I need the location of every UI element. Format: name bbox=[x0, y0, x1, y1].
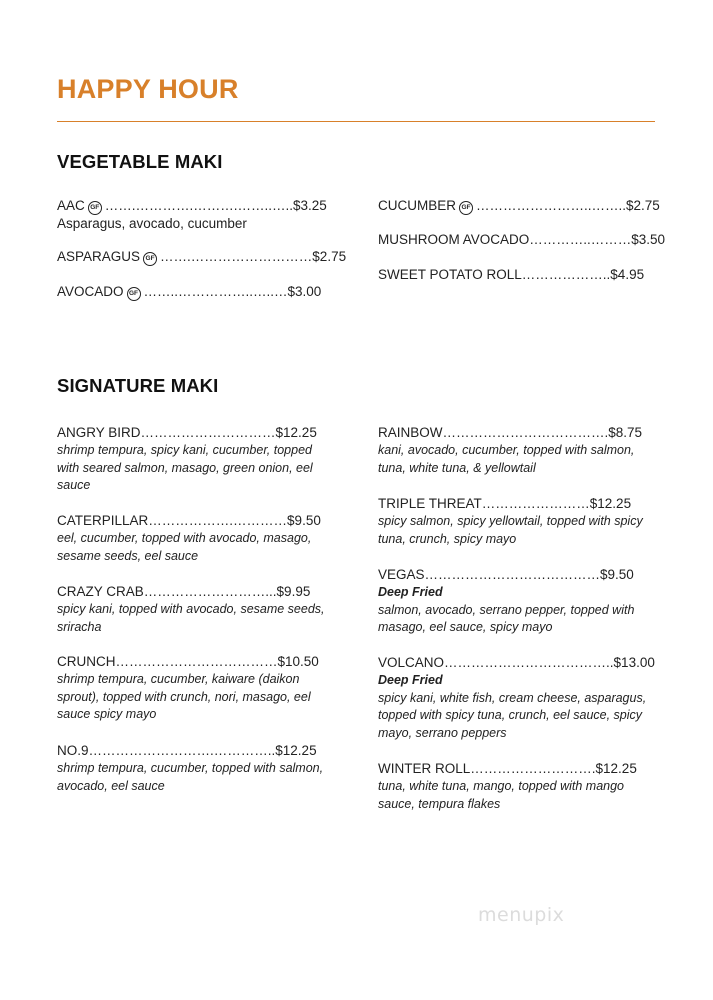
dot-leader: …….………….……….……..….. bbox=[104, 198, 294, 213]
item-description-line: shrimp tempura, spicy kani, cucumber, topped bbox=[57, 443, 312, 457]
dot-leader: …………..……… bbox=[529, 232, 632, 247]
item-price: $12.25 bbox=[595, 761, 637, 776]
menu-item-crazy-crab bbox=[57, 583, 347, 636]
item-name: SWEET POTATO ROLL bbox=[378, 267, 522, 282]
menu-item-asparagus bbox=[57, 248, 347, 266]
item-description-line: with seared salmon, masago, green onion, eel bbox=[57, 460, 313, 475]
menu-item-aac bbox=[57, 197, 347, 233]
item-name: NO.9 bbox=[57, 743, 89, 758]
dot-leader: ………………………………… bbox=[424, 567, 601, 582]
menu-item-triple-threat bbox=[378, 495, 668, 548]
dot-leader: ……………………….………….. bbox=[88, 743, 276, 758]
page-title: HAPPY HOUR bbox=[57, 74, 239, 104]
item-price: $10.50 bbox=[277, 654, 319, 669]
item-name: ANGRY BIRD bbox=[57, 425, 141, 440]
dot-leader: ……..……………..…..… bbox=[143, 284, 288, 299]
menu-item-avocado bbox=[57, 283, 347, 301]
item-price: $13.00 bbox=[613, 655, 655, 670]
menu-item-vegas bbox=[378, 566, 668, 637]
item-name: ASPARAGUS bbox=[57, 249, 141, 264]
menu-item-angry-bird bbox=[57, 424, 347, 495]
deep-fried-tag: Deep Fried bbox=[378, 673, 443, 687]
item-price: $9.95 bbox=[276, 584, 311, 599]
section-heading-signature-maki: SIGNATURE MAKI bbox=[57, 375, 219, 396]
item-price: $9.50 bbox=[600, 567, 634, 582]
item-description-line: shrimp tempura, cucumber, topped with salmon, bbox=[57, 761, 324, 775]
item-price: $2.75 bbox=[626, 198, 660, 213]
dot-leader: ………………………………. bbox=[442, 425, 609, 440]
item-price: $4.95 bbox=[610, 267, 645, 282]
menu-item-volcano bbox=[378, 654, 668, 742]
item-name: CUCUMBER bbox=[378, 198, 457, 213]
menu-item-winter-roll bbox=[378, 760, 668, 813]
item-price: $12.25 bbox=[275, 743, 317, 758]
dot-leader: …………………… bbox=[481, 496, 590, 511]
item-description-line: avocado, eel sauce bbox=[57, 778, 165, 793]
item-price: $2.75 bbox=[312, 249, 347, 264]
dot-leader: ………………………... bbox=[143, 584, 277, 599]
dot-leader: …….……………………… bbox=[160, 249, 313, 264]
item-description-line: tuna, crunch, spicy mayo bbox=[378, 531, 517, 546]
item-description-line: sauce, tempura flakes bbox=[378, 796, 501, 811]
dot-leader: ……………………………… bbox=[115, 654, 278, 669]
item-description-line: spicy kani, topped with avocado, sesame seeds, bbox=[57, 602, 325, 616]
menupix-watermark: menupix bbox=[478, 904, 565, 926]
item-description-line: spicy salmon, spicy yellowtail, topped with spicy bbox=[378, 514, 643, 528]
title-divider bbox=[57, 121, 655, 122]
item-price: $3.00 bbox=[287, 284, 322, 299]
menu-item-mushroom-avocado bbox=[378, 231, 668, 249]
item-price: $12.25 bbox=[589, 496, 632, 511]
item-name: TRIPLE THREAT bbox=[378, 496, 482, 511]
menu-item-caterpillar bbox=[57, 512, 347, 565]
item-description: Asparagus, avocado, cucumber bbox=[57, 216, 247, 231]
item-description-line: kani, avocado, cucumber, topped with salmon, bbox=[378, 443, 635, 457]
item-name: MUSHROOM AVOCADO bbox=[378, 232, 530, 247]
item-price: $9.50 bbox=[287, 513, 321, 528]
deep-fried-tag: Deep Fried bbox=[378, 585, 443, 599]
item-name: AAC bbox=[57, 198, 85, 213]
item-name: RAINBOW bbox=[378, 425, 443, 440]
gluten-free-icon: GF bbox=[88, 201, 102, 215]
item-description-line: sauce bbox=[57, 478, 91, 492]
item-name: CRUNCH bbox=[57, 654, 116, 669]
item-description-line: mayo, serrano peppers bbox=[378, 725, 507, 740]
item-price: $12.25 bbox=[275, 425, 317, 440]
item-description-line: tuna, white tuna, mango, topped with mango bbox=[378, 779, 624, 793]
item-description-line: topped with spicy tuna, crunch, eel sauce, spicy bbox=[378, 708, 643, 722]
item-name: VEGAS bbox=[378, 567, 425, 582]
dot-leader: ………………………. bbox=[470, 761, 596, 776]
menu-item-crunch bbox=[57, 653, 347, 724]
dot-leader: ……………………..…….. bbox=[476, 198, 627, 213]
item-name: VOLCANO bbox=[378, 655, 445, 670]
menu-item-no-9 bbox=[57, 742, 347, 795]
gluten-free-icon: GF bbox=[143, 252, 157, 266]
menu-item-rainbow bbox=[378, 424, 668, 477]
item-description-line: sprout), topped with crunch, nori, masago, eel bbox=[57, 689, 311, 704]
item-name: CRAZY CRAB bbox=[57, 584, 144, 599]
menu-item-sweet-potato-roll bbox=[378, 266, 668, 284]
dot-leader: ……………………………….. bbox=[444, 655, 614, 670]
item-description-line: sauce spicy mayo bbox=[57, 707, 157, 721]
dot-leader: ………………………… bbox=[140, 425, 276, 440]
gluten-free-icon: GF bbox=[459, 201, 473, 215]
item-name: CATERPILLAR bbox=[57, 513, 149, 528]
dot-leader: ……………….………… bbox=[148, 513, 288, 528]
gluten-free-icon: GF bbox=[127, 287, 141, 301]
item-name: WINTER ROLL bbox=[378, 761, 471, 776]
item-price: $3.50 bbox=[631, 232, 666, 247]
dot-leader: ……………….. bbox=[521, 267, 611, 282]
item-description-line: masago, eel sauce, spicy mayo bbox=[378, 620, 553, 634]
item-description-line: salmon, avocado, serrano pepper, topped with bbox=[378, 602, 635, 617]
item-description-line: eel, cucumber, topped with avocado, masago, bbox=[57, 531, 312, 545]
item-name: AVOCADO bbox=[57, 284, 124, 299]
section-heading-vegetable-maki: VEGETABLE MAKI bbox=[57, 151, 223, 172]
item-price: $3.25 bbox=[293, 198, 327, 213]
item-description-line: spicy kani, white fish, cream cheese, asparagus, bbox=[378, 690, 647, 705]
item-description-line: shrimp tempura, cucumber, kaiware (daikon bbox=[57, 672, 300, 686]
item-description-line: tuna, white tuna, & yellowtail bbox=[378, 460, 536, 475]
menu-item-cucumber bbox=[378, 197, 668, 215]
item-description-line: sesame seeds, eel sauce bbox=[57, 548, 199, 563]
item-price: $8.75 bbox=[608, 425, 643, 440]
item-description-line: sriracha bbox=[57, 619, 102, 634]
